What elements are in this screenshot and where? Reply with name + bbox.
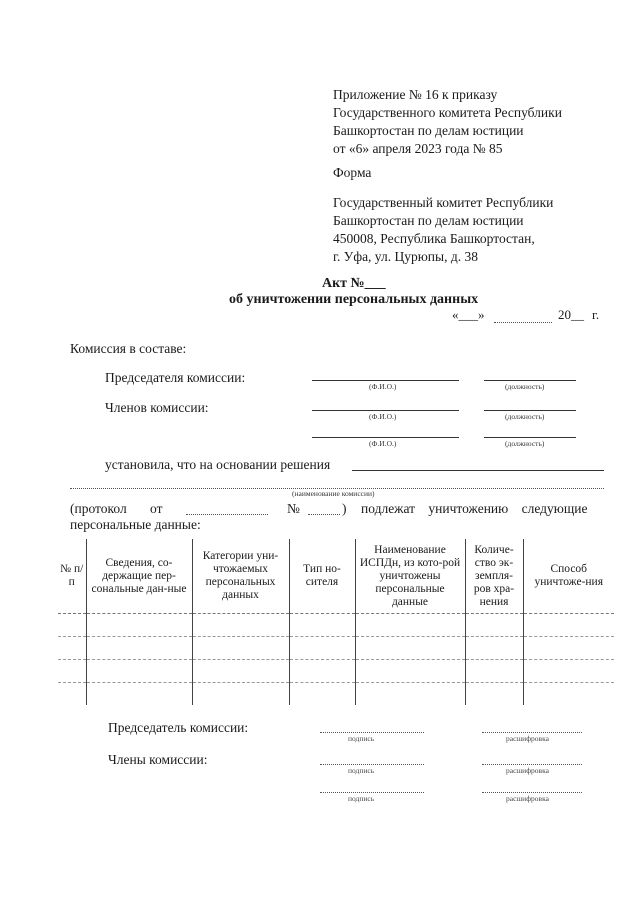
table-row xyxy=(58,683,614,706)
chair-label: Председателя комиссии: xyxy=(105,370,246,385)
sign-member2-decode-caption: расшифровка xyxy=(506,794,549,803)
order-line-1: Приложение № 16 к приказу xyxy=(333,87,498,102)
sign-member1-signature-line xyxy=(320,764,424,765)
member1-position-line xyxy=(484,410,576,411)
org-line-1: Государственный комитет Республики xyxy=(333,195,554,210)
sign-chair-label: Председатель комиссии: xyxy=(108,720,249,735)
order-line-2: Государственного комитета Республики xyxy=(333,105,562,120)
commission-name-caption: (наименование комиссии) xyxy=(292,489,375,498)
col-method-header: Способ уничтоже-ния xyxy=(523,539,614,614)
member1-position-caption: (должность) xyxy=(505,412,545,421)
sign-chair-signature-line xyxy=(320,732,424,733)
organization-address xyxy=(333,194,553,266)
order-reference xyxy=(333,86,562,158)
member2-position-line xyxy=(484,437,576,438)
member1-fio-line xyxy=(312,410,459,411)
protocol-tail: подлежат уничтожению следующие xyxy=(361,501,588,516)
protocol-from: от xyxy=(150,501,163,516)
protocol-number-sign: № xyxy=(287,501,300,516)
commission-intro: Комиссия в составе: xyxy=(70,341,187,356)
chair-position-caption: (должность) xyxy=(505,382,545,391)
table-row xyxy=(58,614,614,637)
sign-member1-decode-caption: расшифровка xyxy=(506,766,549,775)
sign-member2-decode-line xyxy=(482,792,582,793)
act-number-title: Акт №___ xyxy=(322,276,386,291)
chair-fio-caption: (Ф.И.О.) xyxy=(369,382,397,391)
org-line-2: Башкортостан по делам юстиции xyxy=(333,213,524,228)
decision-line xyxy=(352,470,604,471)
chair-position-line xyxy=(484,380,576,381)
sign-chair-decode-caption: расшифровка xyxy=(506,734,549,743)
protocol-number-blank xyxy=(308,514,340,515)
col-number-header: № п/п xyxy=(58,539,86,614)
sign-member2-signature-caption: подпись xyxy=(348,794,375,803)
date-month-blank xyxy=(494,322,552,323)
sign-members-label: Члены комиссии: xyxy=(108,752,208,767)
date-suffix: г. xyxy=(592,307,600,322)
table-header-row xyxy=(58,539,614,614)
chair-fio-line xyxy=(312,380,459,381)
protocol-close: ) xyxy=(342,501,347,516)
org-line-4: г. Уфа, ул. Цурюпы, д. 38 xyxy=(333,249,478,264)
col-carrier-type-header: Тип но-сителя xyxy=(289,539,355,614)
org-line-3: 450008, Республика Башкортостан, xyxy=(333,231,535,246)
table-row xyxy=(58,660,614,683)
decision-text: установила, что на основании решения xyxy=(105,457,331,472)
protocol-date-blank xyxy=(186,514,268,515)
personal-data-table xyxy=(58,539,614,705)
member1-fio-caption: (Ф.И.О.) xyxy=(369,412,397,421)
member2-fio-line xyxy=(312,437,459,438)
sign-member2-signature-line xyxy=(320,792,424,793)
date-year: 20__ xyxy=(558,307,584,322)
sign-chair-signature-caption: подпись xyxy=(348,734,375,743)
form-label: Форма xyxy=(333,165,372,180)
table-row xyxy=(58,637,614,660)
protocol-line2: персональные данные: xyxy=(70,517,201,532)
date-day: «___» xyxy=(452,307,485,322)
member2-fio-caption: (Ф.И.О.) xyxy=(369,439,397,448)
sign-member1-signature-caption: подпись xyxy=(348,766,375,775)
protocol-open: (протокол xyxy=(70,501,127,516)
member2-position-caption: (должность) xyxy=(505,439,545,448)
sign-member1-decode-line xyxy=(482,764,582,765)
col-ispdn-header: Наименование ИСПДн, из кото-рой уничтожены персональные данные xyxy=(355,539,465,614)
order-line-4: от «6» апреля 2023 года № 85 xyxy=(333,141,503,156)
members-label: Членов комиссии: xyxy=(105,400,209,415)
sign-chair-decode-line xyxy=(482,732,582,733)
order-line-3: Башкортостан по делам юстиции xyxy=(333,123,524,138)
col-category-header: Категории уни-чтожаемых персональных данных xyxy=(192,539,289,614)
col-data-info-header: Сведения, со-держащие пер-сональные дан-ные xyxy=(86,539,192,614)
col-copies-header: Количе-ство эк-земпля-ров хра-нения xyxy=(465,539,523,614)
act-subject-title: об уничтожении персональных данных xyxy=(229,292,479,307)
